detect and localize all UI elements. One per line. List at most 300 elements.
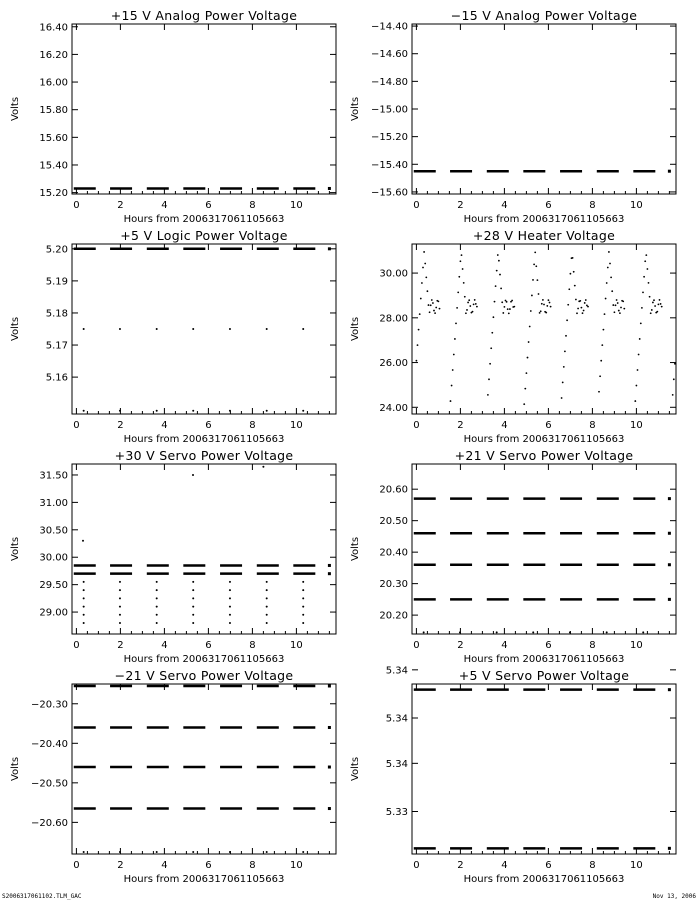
data-point xyxy=(598,391,600,393)
data-point xyxy=(579,300,581,302)
data-point xyxy=(504,306,506,308)
data-point xyxy=(229,597,231,599)
chart-panel-3 xyxy=(10,226,336,445)
y-tick-label: 29.50 xyxy=(39,580,68,592)
data-point xyxy=(229,589,231,591)
y-axis-label: Volts xyxy=(350,96,361,122)
x-tick-label: 6 xyxy=(545,640,552,651)
data-point xyxy=(302,622,304,624)
data-point xyxy=(614,311,616,313)
chart-svg xyxy=(350,665,676,885)
data-point xyxy=(428,304,430,306)
data-point xyxy=(119,328,121,330)
data-point xyxy=(452,369,454,371)
data-point xyxy=(119,589,121,591)
data-point xyxy=(302,581,304,583)
data-point xyxy=(119,410,121,412)
plot-frame xyxy=(72,684,336,854)
y-axis-label: Volts xyxy=(350,536,361,562)
data-point xyxy=(606,631,608,633)
data-point xyxy=(535,265,537,267)
chart-title: −15 V Analog Power Voltage xyxy=(450,8,638,23)
data-point xyxy=(530,310,532,312)
data-point xyxy=(500,288,502,290)
data-point xyxy=(599,375,601,377)
data-point xyxy=(674,363,676,365)
data-point xyxy=(511,300,513,302)
data-point xyxy=(465,312,467,314)
data-point xyxy=(464,296,466,298)
data-point xyxy=(119,597,121,599)
chart-title: −21 V Servo Power Voltage xyxy=(114,668,294,683)
data-point xyxy=(534,251,536,253)
y-tick-label: −14.60 xyxy=(370,49,408,61)
x-tick-label: 6 xyxy=(545,200,552,211)
y-tick-label: 5.19 xyxy=(45,276,68,288)
y-tick-label: 20.60 xyxy=(379,484,408,496)
data-point xyxy=(476,306,478,308)
data-point xyxy=(610,276,612,278)
chart-panel-1 xyxy=(10,6,336,225)
data-point xyxy=(491,332,493,334)
data-marks xyxy=(74,466,331,624)
data-point xyxy=(583,310,585,312)
data-point xyxy=(119,622,121,624)
y-tick-label: −20.30 xyxy=(30,699,68,711)
x-tick-label: 10 xyxy=(630,640,643,651)
chart-panel-6 xyxy=(350,446,676,665)
data-point xyxy=(609,263,611,265)
data-point xyxy=(668,847,671,850)
x-tick-label: 10 xyxy=(290,640,303,651)
data-point xyxy=(574,285,576,287)
x-tick-label: 10 xyxy=(290,200,303,211)
data-point xyxy=(565,335,567,337)
data-point xyxy=(653,299,655,301)
data-point xyxy=(302,606,304,608)
data-point xyxy=(620,307,622,309)
data-point xyxy=(508,312,510,314)
data-point xyxy=(434,312,436,314)
data-point xyxy=(438,301,440,303)
data-point xyxy=(615,304,617,306)
data-point xyxy=(229,410,231,412)
data-point xyxy=(538,293,540,295)
data-point xyxy=(83,851,85,853)
data-point xyxy=(603,329,605,331)
x-tick-label: 0 xyxy=(413,860,420,871)
y-tick-label: 30.00 xyxy=(379,268,408,280)
y-tick-label: 28.00 xyxy=(379,313,408,325)
data-point xyxy=(83,589,85,591)
data-point xyxy=(668,170,671,173)
data-point xyxy=(474,299,476,301)
data-point xyxy=(262,466,264,468)
data-point xyxy=(229,606,231,608)
data-point xyxy=(659,299,661,301)
data-point xyxy=(576,312,578,314)
data-point xyxy=(192,597,194,599)
data-point xyxy=(564,350,566,352)
chart-svg xyxy=(10,666,336,885)
chart-svg xyxy=(10,446,336,665)
data-point xyxy=(652,302,654,304)
data-point xyxy=(425,276,427,278)
data-point xyxy=(644,260,646,262)
data-point xyxy=(649,296,651,298)
y-tick-label: 26.00 xyxy=(379,358,408,370)
data-point xyxy=(537,279,539,281)
y-tick-label: 15.80 xyxy=(39,105,68,117)
data-point xyxy=(581,307,583,309)
data-point xyxy=(266,614,268,616)
plot-frame xyxy=(412,684,676,854)
data-point xyxy=(641,307,643,309)
data-point xyxy=(647,268,649,270)
y-tick-label: 5.34 xyxy=(385,758,408,770)
y-axis-label: Volts xyxy=(10,96,21,122)
data-point xyxy=(229,328,231,330)
data-point xyxy=(229,581,231,583)
data-point xyxy=(457,291,459,293)
data-point xyxy=(638,354,640,356)
data-point xyxy=(192,589,194,591)
data-point xyxy=(587,306,589,308)
data-point xyxy=(487,394,489,396)
data-point xyxy=(660,303,662,305)
data-point xyxy=(585,299,587,301)
data-point xyxy=(192,606,194,608)
data-point xyxy=(328,187,331,190)
data-point xyxy=(496,270,498,272)
data-point xyxy=(432,302,434,304)
data-point xyxy=(546,305,548,307)
x-tick-label: 8 xyxy=(249,860,256,871)
data-point xyxy=(529,326,531,328)
data-point xyxy=(416,360,418,362)
data-point xyxy=(156,606,158,608)
data-point xyxy=(622,301,624,303)
data-point xyxy=(83,410,85,412)
y-axis-label: Volts xyxy=(10,536,21,562)
data-point xyxy=(417,344,419,346)
y-tick-label: 20.50 xyxy=(379,516,408,528)
data-point xyxy=(302,410,304,412)
data-point xyxy=(192,474,194,476)
chart-svg xyxy=(10,6,336,225)
plot-frame xyxy=(412,464,676,634)
data-point xyxy=(645,254,647,256)
data-point xyxy=(156,597,158,599)
data-point xyxy=(668,598,671,601)
x-tick-label: 6 xyxy=(205,860,212,871)
y-tick-label: 15.40 xyxy=(39,160,68,172)
chart-svg xyxy=(10,226,336,445)
data-point xyxy=(608,251,610,253)
data-point xyxy=(490,347,492,349)
data-point xyxy=(543,304,545,306)
data-point xyxy=(606,282,608,284)
y-tick-label: 24.00 xyxy=(379,402,408,414)
y-tick-label: 30.00 xyxy=(39,552,68,564)
data-point xyxy=(642,291,644,293)
y-tick-label: 5.18 xyxy=(45,308,68,320)
data-point xyxy=(541,303,543,305)
x-axis-label: Hours from 2006317061105663 xyxy=(123,434,285,445)
data-point xyxy=(637,369,639,371)
plot-frame xyxy=(412,24,676,194)
data-point xyxy=(604,313,606,315)
x-tick-label: 8 xyxy=(589,640,596,651)
data-point xyxy=(266,597,268,599)
data-marks xyxy=(414,170,671,173)
data-point xyxy=(572,257,574,259)
x-tick-label: 6 xyxy=(205,200,212,211)
data-point xyxy=(502,312,504,314)
chart-panel-2 xyxy=(350,6,676,225)
data-point xyxy=(619,312,621,314)
x-tick-label: 8 xyxy=(249,420,256,431)
data-point xyxy=(83,328,85,330)
data-point xyxy=(302,851,304,853)
x-tick-label: 4 xyxy=(501,420,508,431)
x-axis-label: Hours from 2006317061105663 xyxy=(463,434,625,445)
data-point xyxy=(302,589,304,591)
data-point xyxy=(266,851,268,853)
y-tick-label: −15.40 xyxy=(370,159,408,171)
data-point xyxy=(634,400,636,402)
data-point xyxy=(513,306,515,308)
data-point xyxy=(266,589,268,591)
data-point xyxy=(473,303,475,305)
x-tick-label: 10 xyxy=(630,420,643,431)
y-axis-label: Volts xyxy=(10,316,21,342)
x-tick-label: 0 xyxy=(73,200,80,211)
data-point xyxy=(83,622,85,624)
chart-panel-7 xyxy=(10,666,336,885)
data-point xyxy=(489,363,491,365)
footer-filename: S2006317061102.TLM_GAC xyxy=(2,893,82,900)
data-point xyxy=(563,366,565,368)
data-marks xyxy=(74,247,331,411)
data-point xyxy=(506,301,508,303)
data-point xyxy=(561,397,563,399)
chart-title: +21 V Servo Power Voltage xyxy=(454,448,634,463)
y-tick-label: 29.00 xyxy=(39,607,68,619)
data-point xyxy=(156,622,158,624)
data-point xyxy=(82,540,84,542)
data-point xyxy=(623,308,625,310)
data-point xyxy=(575,299,577,301)
data-point xyxy=(550,306,552,308)
data-point xyxy=(616,299,618,301)
data-point xyxy=(509,308,511,310)
data-point xyxy=(266,328,268,330)
data-point xyxy=(156,410,158,412)
data-point xyxy=(83,597,85,599)
data-point xyxy=(539,312,541,314)
data-point xyxy=(430,304,432,306)
x-axis-label: Hours from 2006317061105663 xyxy=(123,214,285,225)
data-point xyxy=(192,614,194,616)
y-tick-label: 31.50 xyxy=(39,470,68,482)
data-point xyxy=(156,614,158,616)
x-tick-label: 6 xyxy=(205,420,212,431)
x-tick-label: 4 xyxy=(161,860,168,871)
data-point xyxy=(617,302,619,304)
data-point xyxy=(458,276,460,278)
data-point xyxy=(618,310,620,312)
data-marks xyxy=(414,688,671,850)
data-point xyxy=(421,282,423,284)
data-point xyxy=(302,328,304,330)
footer-date: Nov 13, 2006 xyxy=(652,893,696,900)
data-marks xyxy=(414,497,671,633)
y-tick-label: 16.00 xyxy=(39,77,68,89)
data-point xyxy=(418,329,420,331)
data-point xyxy=(636,385,638,387)
data-point xyxy=(499,274,501,276)
data-point xyxy=(229,614,231,616)
data-point xyxy=(463,282,465,284)
data-point xyxy=(496,631,498,633)
data-point xyxy=(475,303,477,305)
x-tick-label: 0 xyxy=(413,420,420,431)
data-point xyxy=(467,302,469,304)
data-point xyxy=(612,304,614,306)
data-point xyxy=(654,305,656,307)
data-point xyxy=(229,851,231,853)
y-axis-label: Volts xyxy=(350,316,361,342)
data-point xyxy=(540,310,542,312)
data-point xyxy=(156,328,158,330)
y-tick-label: 15.20 xyxy=(39,188,68,200)
data-point xyxy=(497,254,499,256)
chart-svg xyxy=(350,226,676,445)
x-tick-label: 8 xyxy=(249,640,256,651)
y-tick-label: 5.33 xyxy=(385,807,408,818)
x-tick-label: 10 xyxy=(290,860,303,871)
y-tick-label: −14.40 xyxy=(370,21,408,33)
data-point xyxy=(668,688,671,691)
data-point xyxy=(643,276,645,278)
data-point xyxy=(302,597,304,599)
data-point xyxy=(461,254,463,256)
x-tick-label: 2 xyxy=(457,420,464,431)
data-point xyxy=(472,311,474,313)
data-point xyxy=(229,622,231,624)
y-tick-label: 5.34 xyxy=(385,665,408,677)
data-point xyxy=(528,341,530,343)
data-point xyxy=(429,311,431,313)
data-point xyxy=(83,581,85,583)
data-point xyxy=(562,382,564,384)
y-axis-label: Volts xyxy=(10,756,21,782)
data-point xyxy=(532,279,534,281)
data-point xyxy=(83,606,85,608)
data-point xyxy=(266,410,268,412)
chart-svg xyxy=(350,446,676,665)
x-tick-label: 4 xyxy=(501,860,508,871)
data-point xyxy=(328,807,331,810)
data-point xyxy=(266,581,268,583)
y-tick-label: 16.40 xyxy=(39,22,68,34)
data-point xyxy=(192,622,194,624)
data-point xyxy=(433,310,435,312)
data-point xyxy=(661,306,663,308)
x-axis-label: Hours from 2006317061105663 xyxy=(123,874,285,885)
x-tick-label: 10 xyxy=(630,860,643,871)
data-point xyxy=(192,328,194,330)
data-point xyxy=(495,285,497,287)
chart-svg xyxy=(350,6,676,225)
chart-title: +30 V Servo Power Voltage xyxy=(114,448,294,463)
x-tick-label: 2 xyxy=(457,860,464,871)
x-tick-label: 4 xyxy=(501,200,508,211)
data-point xyxy=(498,260,500,262)
x-tick-label: 4 xyxy=(161,640,168,651)
data-point xyxy=(156,851,158,853)
chart-panel-4 xyxy=(350,226,676,445)
data-point xyxy=(156,589,158,591)
y-tick-label: −15.60 xyxy=(370,187,408,199)
data-point xyxy=(420,298,422,300)
data-point xyxy=(567,304,569,306)
x-tick-label: 0 xyxy=(73,420,80,431)
chart-title: +5 V Servo Power Voltage xyxy=(458,668,630,683)
x-tick-label: 8 xyxy=(589,860,596,871)
x-axis-label: Hours from 2006317061105663 xyxy=(463,654,625,665)
y-tick-label: 30.50 xyxy=(39,525,68,537)
y-tick-label: −15.20 xyxy=(370,132,408,144)
data-point xyxy=(531,295,533,297)
y-tick-label: 20.30 xyxy=(379,579,408,591)
data-point xyxy=(423,251,425,253)
x-tick-label: 6 xyxy=(205,640,212,651)
data-point xyxy=(328,247,331,250)
data-point xyxy=(642,631,644,633)
data-point xyxy=(668,563,671,566)
data-point xyxy=(328,572,331,575)
data-point xyxy=(469,305,471,307)
data-point xyxy=(548,299,550,301)
x-tick-label: 0 xyxy=(73,640,80,651)
data-point xyxy=(453,354,455,356)
data-point xyxy=(570,273,572,275)
x-tick-label: 6 xyxy=(545,860,552,871)
data-marks xyxy=(74,187,331,190)
data-point xyxy=(424,263,426,265)
y-tick-label: 5.17 xyxy=(45,340,68,352)
data-point xyxy=(328,766,331,769)
data-point xyxy=(119,581,121,583)
data-point xyxy=(524,388,526,390)
data-point xyxy=(569,631,571,633)
data-point xyxy=(527,357,529,359)
data-point xyxy=(600,360,602,362)
data-point xyxy=(668,532,671,535)
x-tick-label: 0 xyxy=(413,640,420,651)
data-point xyxy=(460,260,462,262)
data-point xyxy=(192,410,194,412)
x-tick-label: 8 xyxy=(589,420,596,431)
data-point xyxy=(601,344,603,346)
data-point xyxy=(427,290,429,292)
data-point xyxy=(435,307,437,309)
y-tick-label: −14.80 xyxy=(370,76,408,88)
y-tick-label: 31.00 xyxy=(39,497,68,509)
data-point xyxy=(577,308,579,310)
